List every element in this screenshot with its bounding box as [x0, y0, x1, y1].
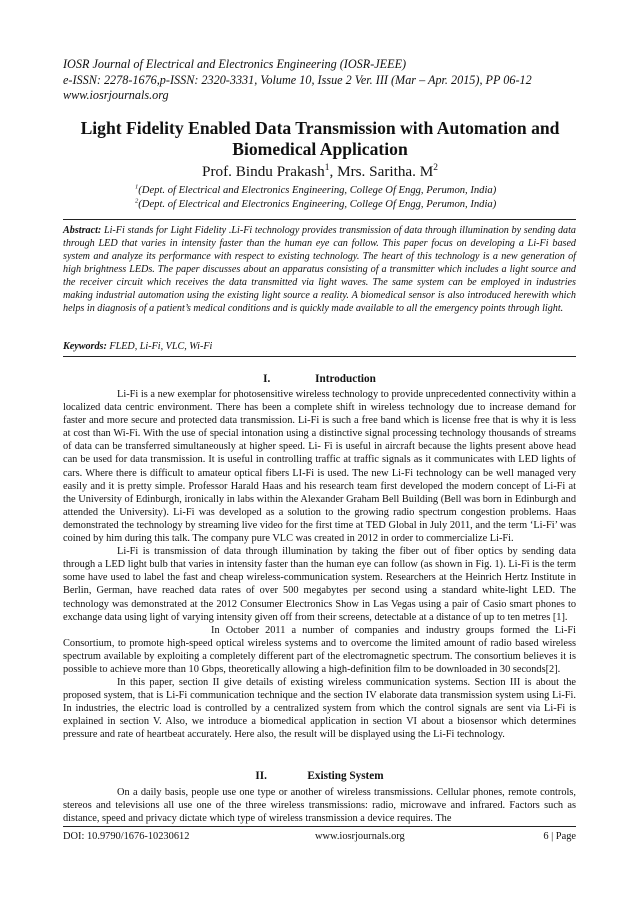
journal-header: [63, 57, 583, 104]
footer-doi: DOI: 10.9790/1676-10230612: [63, 831, 190, 842]
journal-name: IOSR Journal of Electrical and Electronics Engineering (IOSR-JEEE): [63, 57, 407, 71]
section-1-paragraph-2: Li-Fi is transmission of data through illumination by taking the fiber out of fiber optics by sending data through a LED light bulb that varies in intensity faster than the human eye can follow (as shown in Fig. 1). Li-Fi is the term some have used to label the fast and cheap wireless-communication system. Researchers at the Heinrich Hertz Institute in Berlin, German, have reached data rates of over 500 megabytes per second using a standard white-light LED. The technology was demonstrated at the 2012 Consumer Electronics Show in Las Vegas using a pair of Casio smart phones to exchange data using light of varying intensity given off from their screens, detectable at a distance of up to ten metres [1].: [63, 546, 576, 623]
title-line-1: Light Fidelity Enabled Data Transmission with Automation and: [80, 118, 560, 138]
section-2-heading: [63, 769, 576, 783]
footer-website: www.iosrjournals.org: [315, 831, 405, 842]
title-line-2: Biomedical Application: [232, 139, 408, 159]
author-2: , Mrs. Saritha. M: [329, 163, 434, 180]
section-1-title: Introduction: [315, 373, 376, 385]
section-1-paragraph-3: In October 2011 a number of companies and industry groups formed the Li-Fi Consortium, to promote high-speed optical wireless systems and to overcome the limited amount of radio based wireless spectrum available by exploiting a completely different part of the electromagnetic spectrum. The consortium believes it is possible to achieve more than 10 Gbps, theoretically allowing a high-definition film to be downloaded in 30 seconds[2].: [63, 624, 576, 675]
journal-issn-volume: e-ISSN: 2278-1676,p-ISSN: 2320-3331, Volume 10, Issue 2 Ver. III (Mar – Apr. 2015), PP 06-12: [63, 72, 532, 87]
footer-page-number: 6 | Page: [543, 831, 576, 842]
footer-rule: [63, 826, 576, 827]
abstract-top-rule: [63, 219, 576, 220]
affiliation-1-mark: 1: [135, 183, 139, 191]
section-1-body: [63, 388, 576, 742]
keywords-text: FLED, Li-Fi, VLC, Wi-Fi: [106, 341, 213, 352]
author-1-affil-mark: 1: [324, 162, 330, 173]
author-1: Prof. Bindu Prakash: [202, 163, 325, 180]
abstract-bottom-rule: [63, 356, 576, 357]
affiliations: [135, 184, 575, 211]
abstract: [63, 224, 576, 315]
paper-title: [60, 118, 580, 160]
section-1-paragraph-1: Li-Fi is a new exemplar for photosensitive wireless technology to provide unprecedented connectivity within a localized data centric environment. There has been a complete shift in wireless technology due to increase demand for faster and more secure and protected data transmission. Li-Fi is such a free band which is license free that is why it is less at cost than Wi-Fi. With the use of special intonation using a distinctive signal processing technology thousands of streams of data can be transferred simultaneously at higher speed. Li- Fi is useful in aircraft because the lights present above head can be used for data transmission. It is useful in controlling traffic at traffic signals as it communicates with LED lights of cars. Where there is difficult to amateur optical fibers LI-Fi is used. The new Li-Fi technology can be well managed very easily and it is pretty simple. Professor Harald Haas and his research team first developed the modern concept of Li-Fi at the University of Edinburgh, ironically in labs within the Alexander Graham Bell Building (Bell was born in Edinburgh and attended the University). Li-Fi was developed as a solution to the growing radio spectrum congestion problems. Haas demonstrated the technology by streaming live video for the first time at TED Global in July 2011, and the term ‘Li-Fi’ was coined by him during this talk. The company pure VLC was created in 2012 in order to commercialize Li-Fi.: [63, 389, 576, 545]
section-2-title: Existing System: [307, 770, 384, 782]
abstract-label: Abstract:: [63, 225, 102, 236]
affiliation-2-text: (Dept. of Electrical and Electronics Engineering, College Of Engg, Perumon, India): [138, 198, 497, 210]
affiliation-1: [135, 184, 575, 198]
keywords-label: Keywords:: [63, 341, 107, 352]
author-2-affil-mark: 2: [433, 162, 438, 173]
abstract-text: Li-Fi stands for Light Fidelity .Li-Fi technology provides transmission of data through illumination by sending data through LED that varies in intensity faster than the human eye can follow. This paper focus on developing a Li-Fi based system and analyze its performance with respect to existing technology. The heart of this technology is a new generation of high brightness LEDs. The paper discusses about an apparatus consisting of a transmitter which includes a light source and the receiver circuit which receives the data transmitted via light waves. The same system can be employed in industries making industrial automation using the existing light source a reality. A biomedical sensor is also introduced herewith which helps in diagnosis of a patient’s medical conditions and is quickly made available to all the emergency points through light.: [63, 225, 576, 315]
keywords: [63, 340, 576, 353]
section-1-heading: [63, 372, 576, 386]
journal-website: www.iosrjournals.org: [63, 88, 169, 102]
affiliation-1-text: (Dept. of Electrical and Electronics Engineering, College Of Engg, Perumon, India): [138, 185, 497, 196]
author-list: [60, 163, 580, 181]
section-1-paragraph-4: In this paper, section II give details of existing wireless communication systems. Section III is about the proposed system, that is Li-Fi communication technique and the section IV elaborate data transmission system using Li-Fi. In industries, the electric load is controlled by a centralized system from which the control signals are sent via Li-Fi is explained in section V. Also, we introduce a biomedical application in section VI about a biosensor which determines pressure and rate of heartbeat accurately. Here also, the result will be displayed using the Li-Fi technology.: [63, 677, 576, 741]
affiliation-2-mark: 2: [135, 196, 139, 204]
section-2-paragraph-1: On a daily basis, people use one type or another of wireless transmissions. Cellular phones, remote controls, stereos and televisions all use one of the three wireless transmissions: radio, microwave and infrared. Factors such as distance, speed and privacy dictate which type of wireless transmission a device requires. The: [63, 787, 576, 825]
section-2-number: II.: [255, 770, 267, 782]
section-2-body: [63, 786, 576, 825]
affiliation-2: [135, 198, 575, 212]
section-1-number: I.: [263, 373, 271, 385]
